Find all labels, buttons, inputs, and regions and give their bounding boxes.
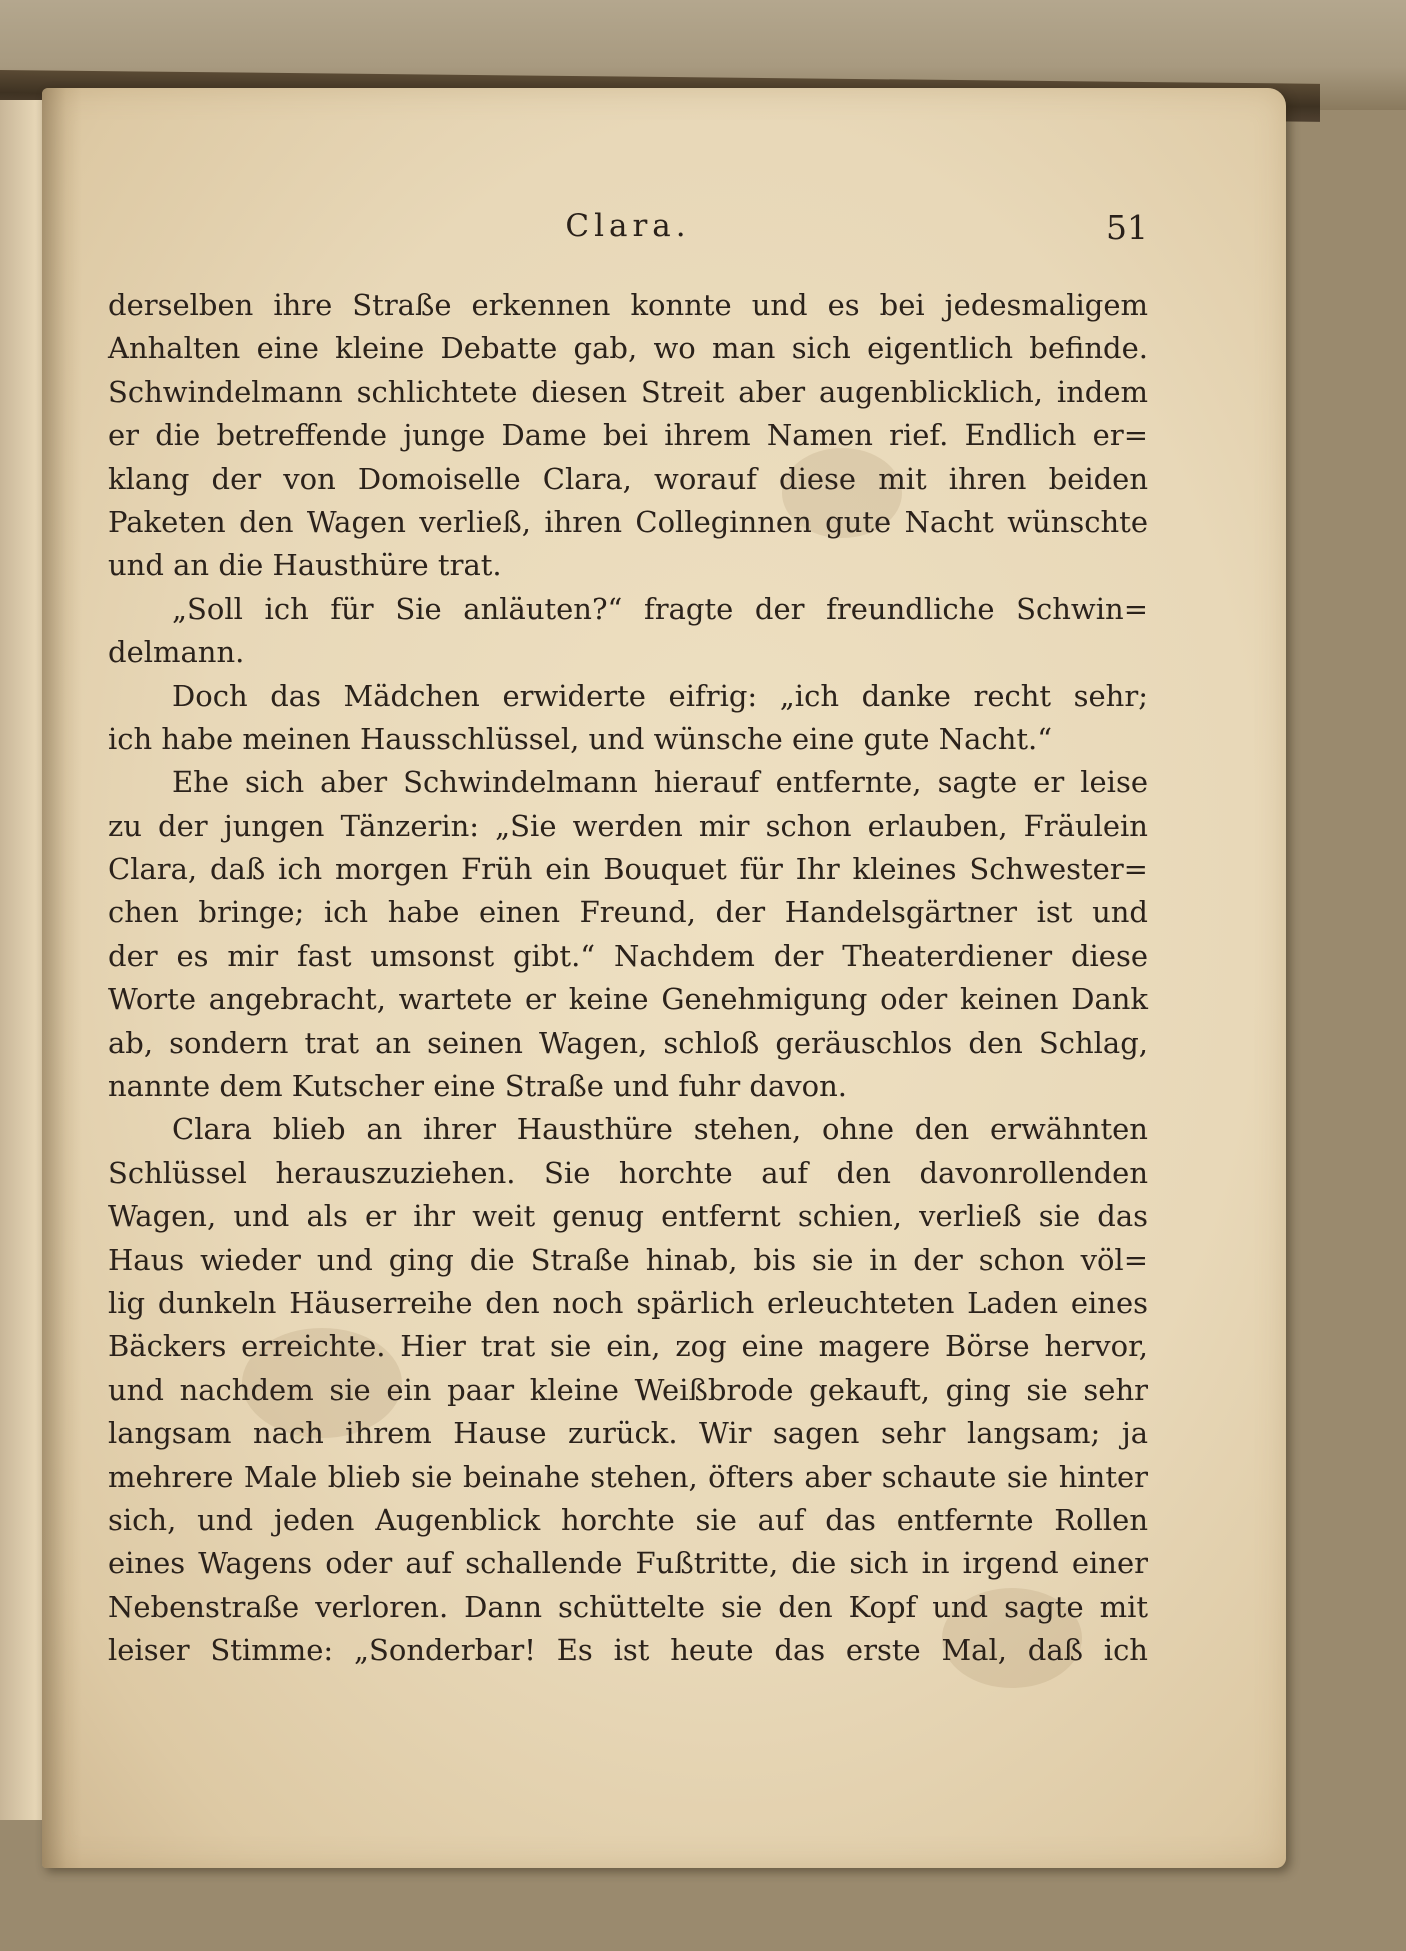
page-gutter-shadow xyxy=(42,88,82,1868)
text-line: er die betreffende junge Dame bei ihrem Namen rief. Endlich er= xyxy=(108,418,1148,453)
page-number: 51 xyxy=(1106,208,1148,247)
text-line: derselben ihre Straße erkennen konnte und es bei jedesmaligem xyxy=(108,288,1148,322)
text-line: Clara, daß ich morgen Früh ein Bouquet für Ihr kleines Schwester= xyxy=(108,852,1148,887)
text-line: leiser Stimme: „Sonderbar! Es ist heute das erste Mal, daß ich xyxy=(108,1633,1148,1668)
text-line: ich habe meinen Hausschlüssel, und wünsche eine gute Nacht.“ xyxy=(108,721,1053,756)
text-line: ab, sondern trat an seinen Wagen, schloß geräuschlos den Schlag, xyxy=(108,1025,1148,1060)
text-line: Bäckers erreichte. Hier trat sie ein, zog eine magere Börse hervor, xyxy=(108,1329,1148,1364)
text-line: langsam nach ihrem Hause zurück. Wir sagen sehr langsam; ja xyxy=(108,1416,1148,1451)
text-line: nannte dem Kutscher eine Straße und fuhr davon. xyxy=(108,1069,848,1104)
text-line: Clara blieb an ihrer Hausthüre stehen, ohne den erwähnten xyxy=(172,1112,1148,1147)
text-line: Anhalten eine kleine Debatte gab, wo man sich eigentlich befinde. xyxy=(108,331,1148,366)
text-line: mehrere Male blieb sie beinahe stehen, öfters aber schaute sie hinter xyxy=(108,1459,1148,1494)
text-line: delmann. xyxy=(108,635,245,670)
text-line: der es mir fast umsonst gibt.“ Nachdem der Theaterdiener diese xyxy=(108,938,1148,973)
text-line: Haus wieder und ging die Straße hinab, bis sie in der schon völ= xyxy=(108,1242,1148,1277)
text-line: klang der von Domoiselle Clara, worauf diese mit ihren beiden xyxy=(108,461,1148,496)
text-line: Paketen den Wagen verließ, ihren Colleginnen gute Nacht wünschte xyxy=(108,504,1148,539)
text-line: Ehe sich aber Schwindelmann hierauf entfernte, sagte er leise xyxy=(172,765,1148,800)
text-line: lig dunkeln Häuserreihe den noch spärlich erleuchteten Laden eines xyxy=(108,1285,1148,1320)
text-line: und nachdem sie ein paar kleine Weißbrode gekauft, ging sie sehr xyxy=(108,1372,1148,1407)
page-header xyxy=(108,208,1148,248)
text-line: Doch das Mädchen erwiderte eifrig: „ich danke recht sehr; xyxy=(172,678,1148,713)
text-line: zu der jungen Tänzerin: „Sie werden mir schon erlauben, Fräulein xyxy=(108,808,1148,843)
text-line: „Soll ich für Sie anläuten?“ fragte der freundliche Schwin= xyxy=(172,591,1148,626)
text-line: Wagen, und als er ihr weit genug entfernt schien, verließ sie das xyxy=(108,1199,1148,1234)
text-line: und an die Hausthüre trat. xyxy=(108,548,502,583)
running-head: Clara. xyxy=(565,208,691,244)
text-line: sich, und jeden Augenblick horchte sie auf das entfernte Rollen xyxy=(108,1502,1148,1537)
text-line: Schwindelmann schlichtete diesen Streit aber augenblicklich, indem xyxy=(108,374,1148,409)
text-line: chen bringe; ich habe einen Freund, der Handelsgärtner ist und xyxy=(108,895,1148,930)
text-line: Nebenstraße verloren. Dann schüttelte sie den Kopf und sagte mit xyxy=(108,1589,1148,1624)
text-line: Schlüssel herauszuziehen. Sie horchte auf den davonrollenden xyxy=(108,1155,1148,1190)
text-line: Worte angebracht, wartete er keine Genehmigung oder keinen Dank xyxy=(108,982,1148,1017)
text-line: eines Wagens oder auf schallende Fußtritte, die sich in irgend einer xyxy=(108,1546,1148,1581)
body-text xyxy=(108,284,1148,1673)
